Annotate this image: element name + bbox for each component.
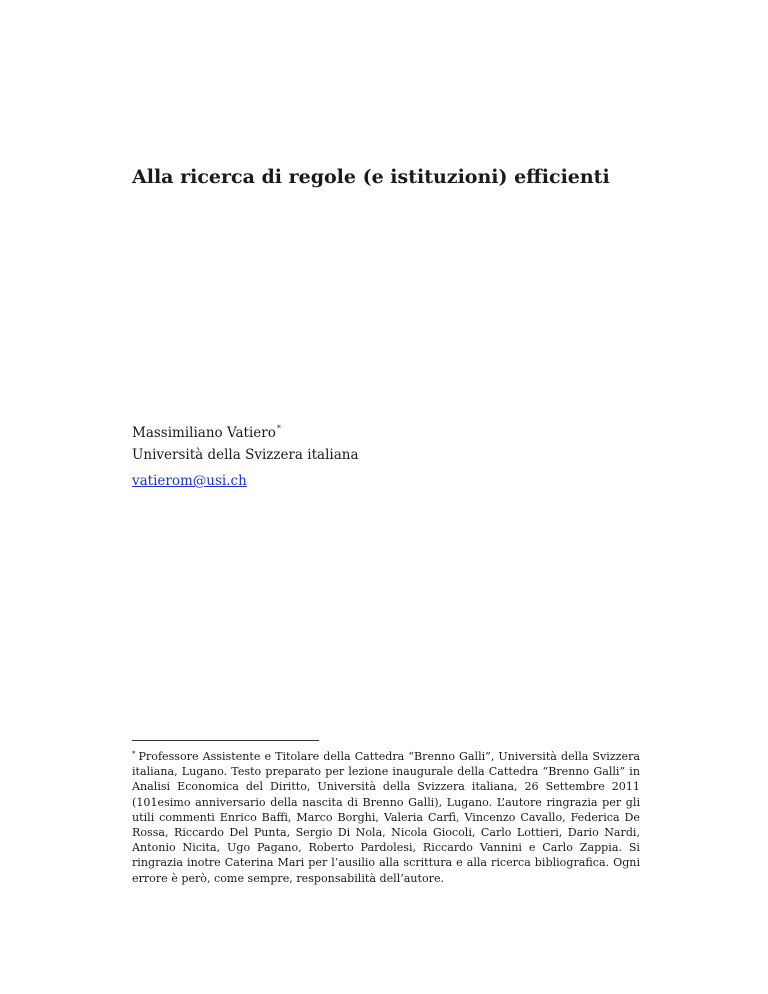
- author-email-link[interactable]: vatierom@usi.ch: [132, 473, 247, 489]
- author-block: [132, 416, 359, 494]
- author-name-line: [132, 416, 359, 442]
- author-affiliation: Università della Svizzera italiana: [132, 447, 359, 463]
- document-title: Alla ricerca di regole (e istituzioni) efficienti: [132, 166, 610, 188]
- footnote: [132, 747, 640, 886]
- author-email-line: [132, 468, 359, 494]
- footnote-separator: [132, 740, 319, 741]
- author-name: Massimiliano Vatiero: [132, 425, 276, 441]
- author-footnote-mark[interactable]: *: [276, 424, 281, 433]
- footnote-mark: *: [132, 750, 136, 758]
- footnote-text: Professore Assistente e Titolare della Cattedra “Brenno Galli”, Università della Svizzera italiana, Lugano. Testo preparato per lezione inaugurale della Cattedra “Brenno Galli” in Analisi Economica del Diritto, Università della Svizzera italiana, 26 Settembre 2011 (101esimo anniversario della nascita di Brenno Galli), Lugano. L’autore ringrazia per gli utili commenti Enrico Baffi, Marco Borghi, Valeria Carfì, Vincenzo Cavallo, Federica De Rossa, Riccardo Del Punta, Sergio Di Nola, Nicola Giocoli, Carlo Lottieri, Dario Nardi, Antonio Nicita, Ugo Pagano, Roberto Pardolesi, Riccardo Vannini e Carlo Zappia. Si ringrazia inotre Caterina Mari per l’ausilio alla scrittura e alla ricerca bibliografica. Ogni errore è però, come sempre, responsabilità dell’autore.: [132, 750, 640, 885]
